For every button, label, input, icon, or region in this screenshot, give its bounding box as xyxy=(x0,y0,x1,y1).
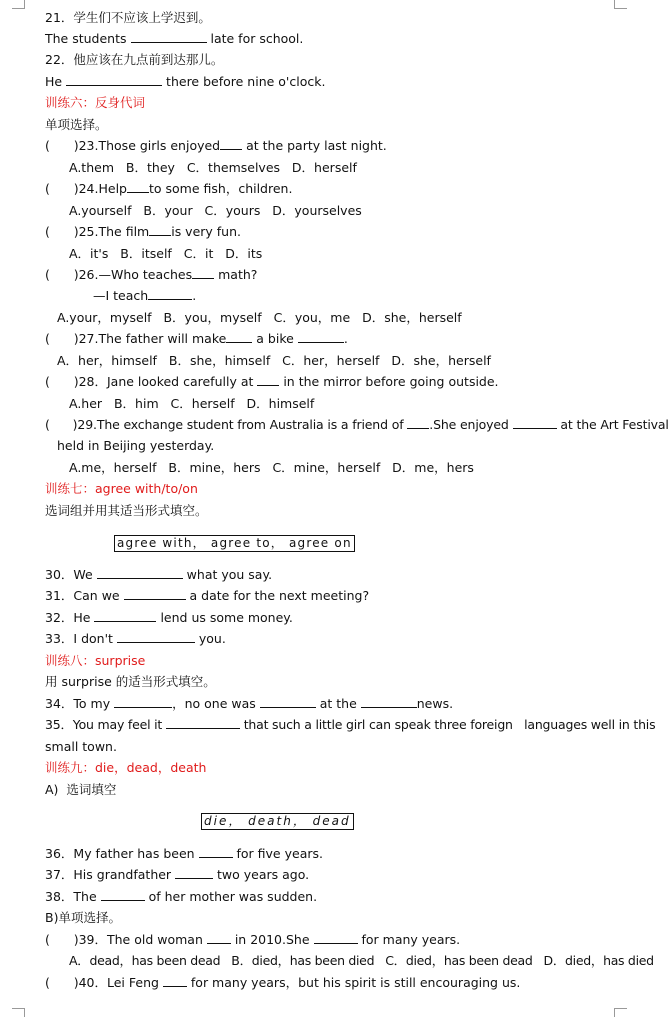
q29-answer-paren[interactable]: ( ) xyxy=(45,417,78,432)
q39-answer-paren[interactable]: ( ) xyxy=(45,932,79,947)
crop-mark-bottom-right xyxy=(614,1008,627,1017)
q24-text-after: to some fish，children. xyxy=(148,181,293,196)
q23-stem xyxy=(45,138,387,154)
q34-text-mid: ，no one was xyxy=(172,696,260,711)
q34-blank-2[interactable] xyxy=(260,696,316,708)
q28-text-before: 28．Jane looked carefully at xyxy=(78,374,258,389)
q27-blank-1[interactable] xyxy=(226,331,252,343)
q34-blank-1[interactable] xyxy=(114,696,172,708)
section-6-title: 训练六：反身代词 xyxy=(45,95,146,110)
q24-answer-paren[interactable]: ( ) xyxy=(45,181,79,196)
q33-blank[interactable] xyxy=(117,631,195,643)
q26-options: A.your，myself B．you，myself C．you，me D．she，herself xyxy=(57,310,462,325)
q26-answer-paren[interactable]: ( ) xyxy=(45,267,79,282)
q28-text-after: in the mirror before going outside. xyxy=(279,374,499,389)
q26-blank-1[interactable] xyxy=(192,267,214,279)
q24-stem xyxy=(45,181,292,197)
q26-stem xyxy=(45,267,257,283)
q21-blank[interactable] xyxy=(131,31,207,43)
q29-text-after: at the Art Festival xyxy=(556,417,669,432)
section-6-instruction: 单项选择。 xyxy=(45,117,108,132)
q22-sentence xyxy=(45,74,325,90)
q35-sentence-line2: small town. xyxy=(45,739,117,754)
q39-blank-2[interactable] xyxy=(314,932,358,944)
q24-text-before: 24.Help xyxy=(78,181,127,196)
q32-blank[interactable] xyxy=(94,610,156,622)
section-7-word-box: agree with， agree to， agree on xyxy=(114,535,355,552)
q29-text-mid: .She enjoyed xyxy=(429,417,513,432)
section-7-instruction: 选词组并用其适当形式填空。 xyxy=(45,503,208,518)
section-9-title: 训练九：die，dead，death xyxy=(45,760,207,775)
q32-text-after: lend us some money. xyxy=(156,610,293,625)
q34-blank-3[interactable] xyxy=(361,696,417,708)
q33-text-after: you. xyxy=(194,631,226,646)
q32-text-before: 32．He xyxy=(45,610,95,625)
q28-stem xyxy=(45,374,499,390)
crop-mark-bottom-left xyxy=(12,1008,25,1017)
q40-text-after: for many years，but his spirit is still encouraging us. xyxy=(186,975,521,990)
q25-blank[interactable] xyxy=(149,224,171,236)
q31-sentence xyxy=(45,588,369,604)
q31-text-before: 31．Can we xyxy=(45,588,124,603)
q22-text-after: there before nine o'clock. xyxy=(162,74,326,89)
q34-sentence xyxy=(45,696,453,712)
q39-stem xyxy=(45,932,460,948)
q25-options: A．it's B．itself C．it D．its xyxy=(69,246,263,261)
q25-text-before: 25.The film xyxy=(78,224,150,239)
q39-options: A．dead，has been dead B．died，has been died C．died，has been dead D．died，has died xyxy=(69,953,654,968)
q26-reply xyxy=(93,288,196,304)
q28-options: A.her B．him C．herself D．himself xyxy=(69,396,315,411)
q24-blank[interactable] xyxy=(127,181,149,193)
q27-text-before: 27.The father will make xyxy=(78,331,227,346)
q21-text-after: late for school. xyxy=(206,31,304,46)
q27-options: A．her，himself B．she，himself C．her，herself D．she，herself xyxy=(57,353,491,368)
crop-mark-top-right xyxy=(614,0,627,9)
q21-text-before: The students xyxy=(45,31,131,46)
q22-blank[interactable] xyxy=(66,74,162,86)
q38-sentence xyxy=(45,889,317,905)
q26-text-after: math? xyxy=(214,267,258,282)
q31-text-after: a date for the next meeting? xyxy=(185,588,370,603)
q29-text-before: 29.The exchange student from Australia is a friend of xyxy=(77,417,408,432)
q27-text-mid: a bike xyxy=(252,331,298,346)
q30-blank[interactable] xyxy=(97,567,183,579)
q30-text-before: 30．We xyxy=(45,567,97,582)
q37-text-before: 37．His grandfather xyxy=(45,867,176,882)
q39-text-after: for many years. xyxy=(357,932,461,947)
q28-answer-paren[interactable]: ( ) xyxy=(45,374,79,389)
q23-options: A.them B．they C．themselves D．herself xyxy=(69,160,357,175)
q35-blank[interactable] xyxy=(166,717,240,729)
q25-text-after: is very fun. xyxy=(171,224,241,239)
q27-text-after: . xyxy=(343,331,348,346)
q33-sentence xyxy=(45,631,226,647)
q29-stem-line2: held in Beijing yesterday. xyxy=(57,438,215,453)
q40-text-before: 40．Lei Feng xyxy=(78,975,163,990)
q23-answer-paren[interactable]: ( ) xyxy=(45,138,79,153)
q28-blank[interactable] xyxy=(257,374,279,386)
q37-text-after: two years ago. xyxy=(213,867,310,882)
q37-blank[interactable] xyxy=(175,867,213,879)
crop-mark-top-left xyxy=(12,0,25,9)
q36-text-after: for five years. xyxy=(232,846,323,861)
q29-blank-2[interactable] xyxy=(513,417,557,429)
q25-stem xyxy=(45,224,241,240)
q29-options: A.me，herself B．mine，hers C．mine，herself D．me，hers xyxy=(69,460,474,475)
q36-text-before: 36．My father has been xyxy=(45,846,199,861)
section-8-instruction: 用 surprise 的适当形式填空。 xyxy=(45,674,216,689)
q27-stem xyxy=(45,331,348,347)
section-9-instruction-a: A) 选词填空 xyxy=(45,782,117,797)
q23-text-after: at the party last night. xyxy=(242,138,387,153)
q29-blank-1[interactable] xyxy=(407,417,429,429)
q38-blank[interactable] xyxy=(101,889,145,901)
q22-chinese: 22．他应该在九点前到达那儿。 xyxy=(45,52,224,67)
q34-text-mid2: at the xyxy=(315,696,361,711)
q26-text-before: 26.—Who teaches xyxy=(78,267,193,282)
section-8-title: 训练八：surprise xyxy=(45,653,146,668)
section-9-word-box: die， death， dead xyxy=(201,813,354,830)
q27-answer-paren[interactable]: ( ) xyxy=(45,331,79,346)
q37-sentence xyxy=(45,867,309,883)
q21-chinese: 21．学生们不应该上学迟到。 xyxy=(45,10,211,25)
q26-reply-after: . xyxy=(192,288,197,303)
q39-text-before: 39．The old woman xyxy=(78,932,207,947)
q24-options: A.yourself B．your C．yours D．yourselves xyxy=(69,203,362,218)
q35-sentence xyxy=(45,717,655,733)
q34-text-before: 34．To my xyxy=(45,696,115,711)
q40-answer-paren[interactable]: ( ) xyxy=(45,975,79,990)
q40-stem xyxy=(45,975,520,991)
q30-text-after: what you say. xyxy=(182,567,273,582)
section-9-instruction-b: B)单项选择。 xyxy=(45,910,121,925)
q35-text-before: 35．You may feel it xyxy=(45,717,166,732)
section-7-title: 训练七：agree with/to/on xyxy=(45,481,198,496)
q23-blank[interactable] xyxy=(220,138,242,150)
q38-text-after: of her mother was sudden. xyxy=(144,889,318,904)
q39-blank-1[interactable] xyxy=(207,932,231,944)
q26-blank-2[interactable] xyxy=(148,288,192,300)
q31-blank[interactable] xyxy=(124,588,186,600)
q22-text-before: He xyxy=(45,74,67,89)
q27-blank-2[interactable] xyxy=(298,331,344,343)
q40-blank[interactable] xyxy=(163,975,187,987)
q26-reply-before: —I teach xyxy=(93,288,149,303)
q29-stem xyxy=(45,417,669,433)
q33-text-before: 33．I don't xyxy=(45,631,117,646)
q21-sentence xyxy=(45,31,303,47)
q32-sentence xyxy=(45,610,293,626)
q34-text-after: news. xyxy=(416,696,454,711)
q25-answer-paren[interactable]: ( ) xyxy=(45,224,79,239)
q35-text-after: that such a little girl can speak three foreign languages well in this xyxy=(239,717,656,732)
q30-sentence xyxy=(45,567,272,583)
q36-sentence xyxy=(45,846,323,862)
q38-text-before: 38．The xyxy=(45,889,101,904)
q23-text-before: 23.Those girls enjoyed xyxy=(78,138,221,153)
q36-blank[interactable] xyxy=(199,846,233,858)
q39-text-mid: in 2010.She xyxy=(230,932,314,947)
